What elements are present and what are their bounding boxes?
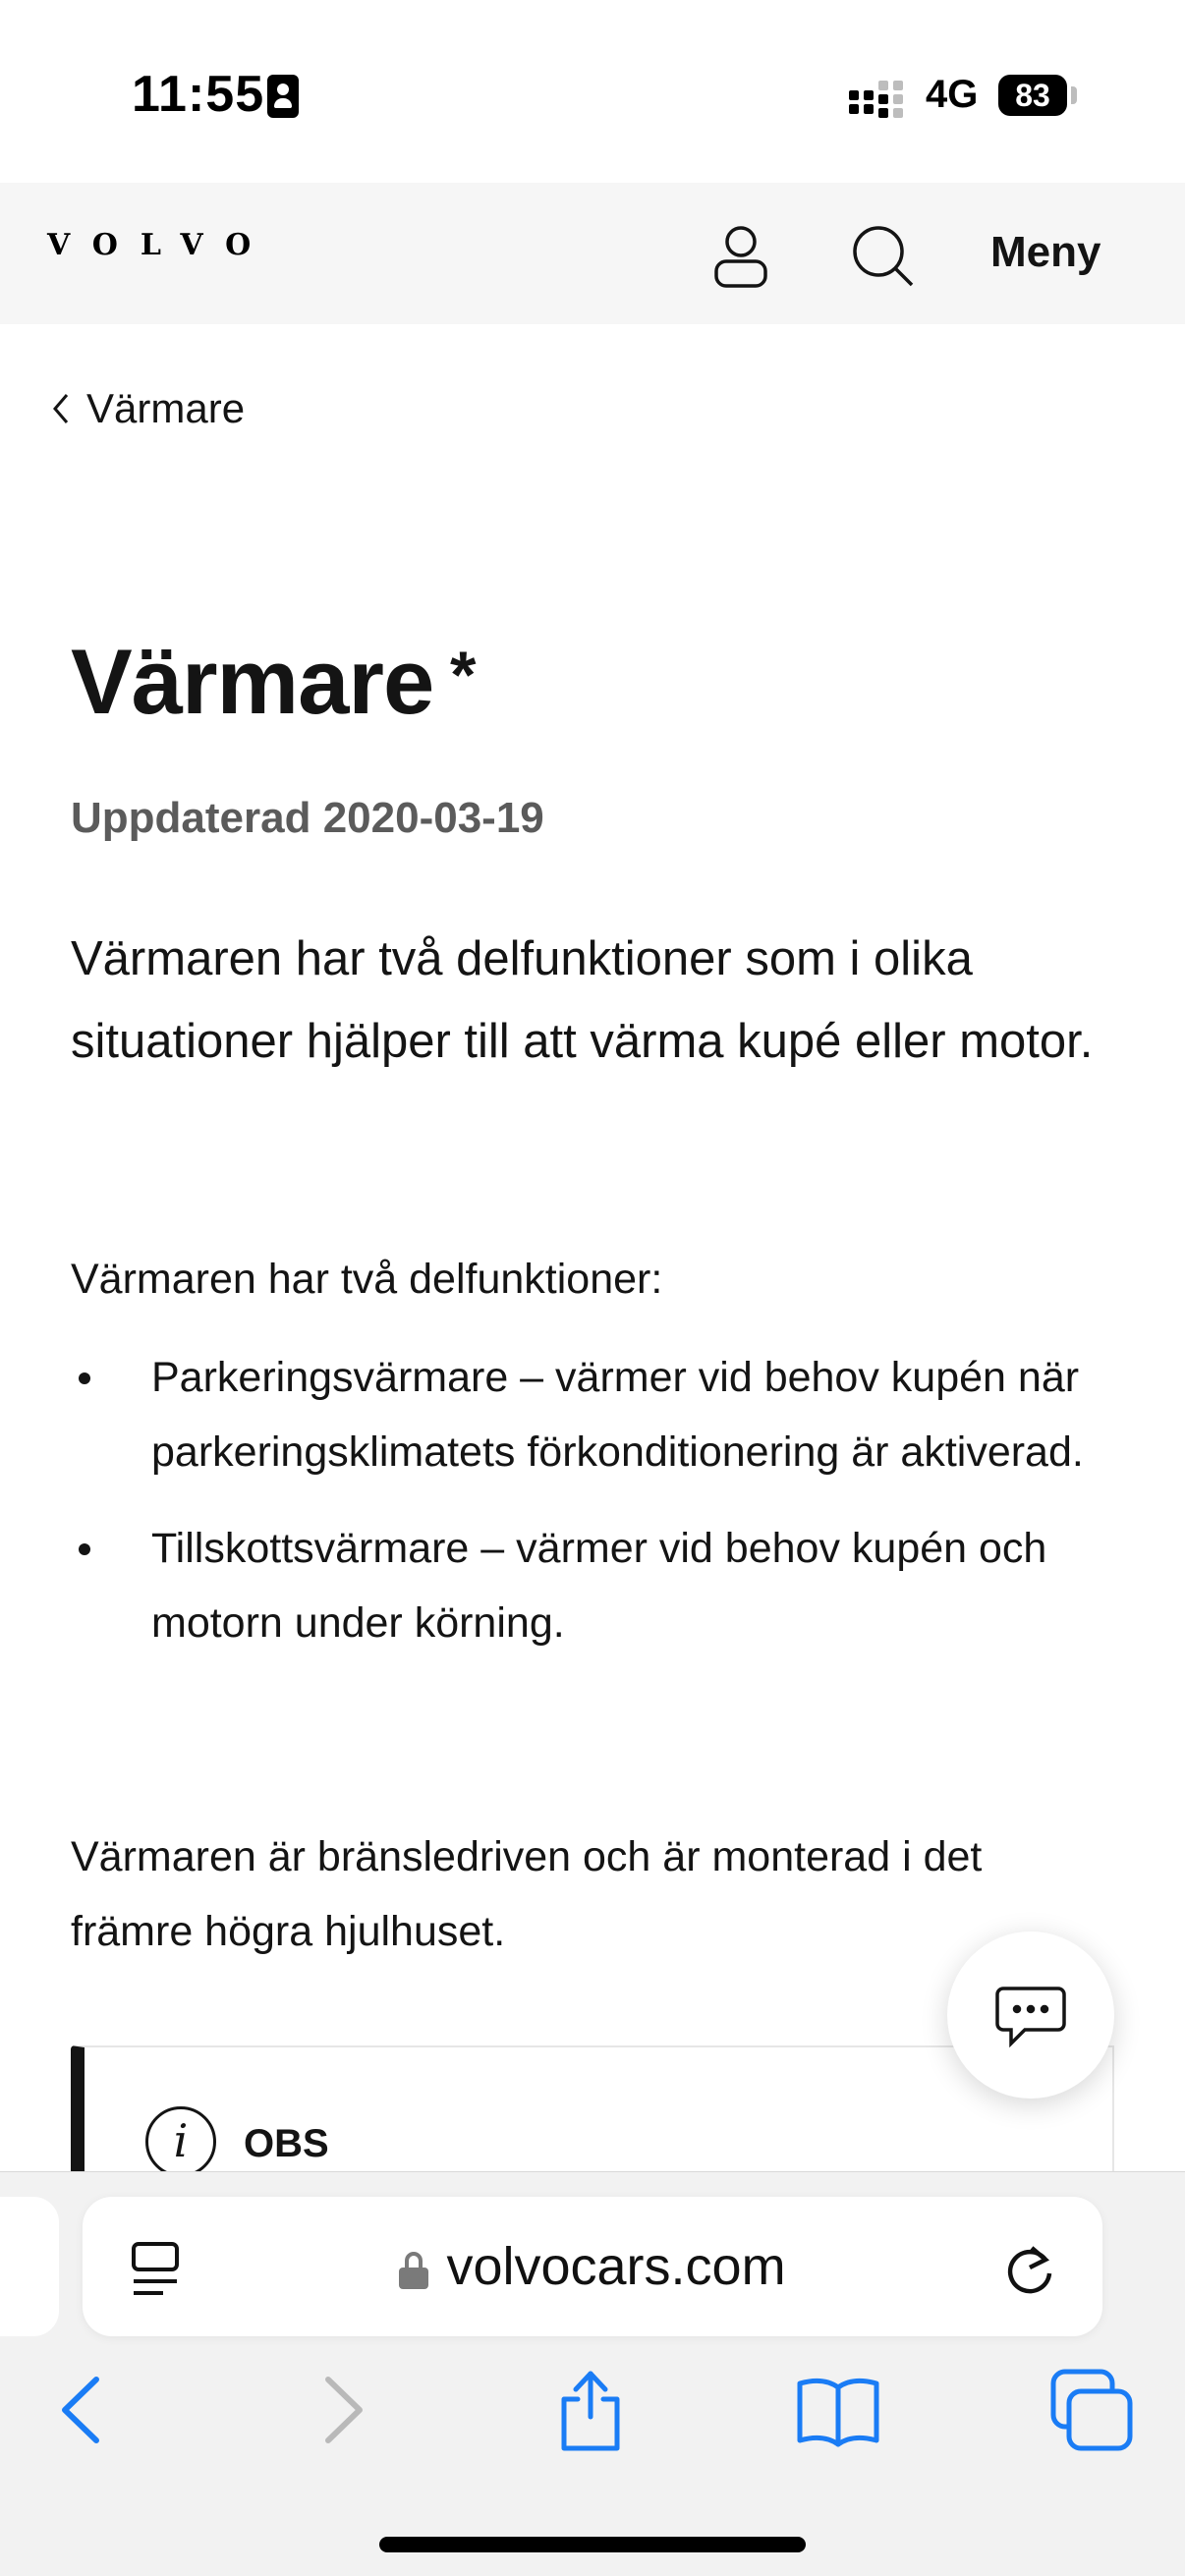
page-title: Värmare	[71, 630, 434, 733]
list-item: Parkeringsvärmare – värmer vid behov kupén när parkeringsklimatets förkonditionering är aktiverad.	[71, 1340, 1112, 1489]
updated-date: Uppdaterad 2020-03-19	[71, 794, 544, 842]
previous-tab[interactable]	[0, 2197, 59, 2336]
home-indicator[interactable]	[379, 2537, 806, 2552]
chevron-left-icon	[51, 392, 71, 425]
chat-button[interactable]	[947, 1932, 1114, 2099]
share-icon[interactable]	[546, 2366, 635, 2454]
lock-icon	[399, 2252, 428, 2289]
volvo-logo[interactable]: VOLVO	[47, 228, 274, 262]
lead-paragraph: Värmaren har två delfunktioner som i olika situationer hjälper till att värma kupé eller motor.	[71, 932, 1094, 1068]
battery-icon: 83	[998, 75, 1067, 116]
cellular-signal-icon	[849, 81, 908, 120]
breadcrumb[interactable]	[51, 379, 245, 438]
url-text: volvocars.com	[446, 2237, 786, 2296]
search-icon[interactable]	[851, 224, 916, 289]
contact-card-icon	[267, 75, 299, 118]
url-display[interactable]	[83, 2197, 1102, 2336]
forward-icon[interactable]	[297, 2366, 385, 2454]
function-list	[71, 1340, 1112, 1682]
reload-icon[interactable]	[1002, 2238, 1057, 2297]
status-time: 11:55	[132, 66, 265, 123]
intro-paragraph: Värmaren har två delfunktioner:	[71, 1256, 663, 1303]
network-type: 4G	[926, 73, 979, 116]
title-asterisk: *	[450, 638, 477, 712]
status-bar	[0, 0, 1185, 183]
closing-paragraph: Värmaren är bränsledriven och är monterad i det främre högra hjulhuset.	[71, 1833, 983, 1955]
breadcrumb-label: Värmare	[86, 385, 246, 431]
site-header	[0, 183, 1185, 324]
tabs-icon[interactable]	[1047, 2366, 1136, 2454]
menu-button[interactable]: Meny	[990, 228, 1101, 276]
info-icon: i	[145, 2106, 216, 2177]
user-icon[interactable]	[713, 224, 768, 289]
battery-cap	[1071, 86, 1077, 104]
list-item: Tillskottsvärmare – värmer vid behov kupén och motorn under körning.	[71, 1511, 1112, 1660]
note-label: OBS	[244, 2122, 329, 2165]
address-bar[interactable]	[83, 2197, 1102, 2336]
chat-icon	[995, 1985, 1066, 2047]
back-icon[interactable]	[39, 2366, 128, 2454]
bookmarks-icon[interactable]	[794, 2366, 882, 2454]
